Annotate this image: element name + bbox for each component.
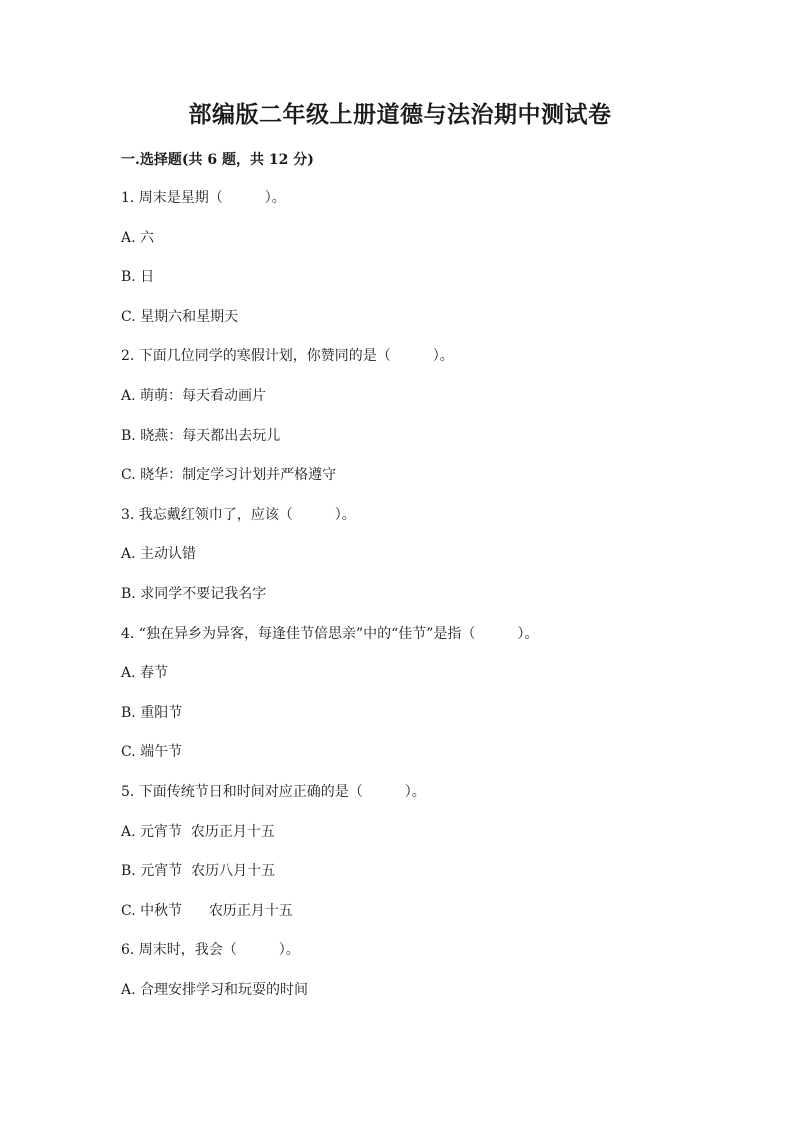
question-option: B. 日: [121, 269, 155, 285]
question-stem: 5. 下面传统节日和时间对应正确的是（ ）。: [121, 784, 426, 800]
question-stem: 6. 周末时，我会（ ）。: [121, 942, 300, 958]
section-heading: 一.选择题(共 6 题，共 12 分): [121, 152, 314, 168]
page-title: 部编版二年级上册道德与法治期中测试卷: [188, 101, 612, 128]
question-option: B. 求同学不要记我名字: [121, 586, 267, 602]
question-option: A. 萌萌：每天看动画片: [121, 388, 267, 404]
question-option: B. 晓燕：每天都出去玩儿: [121, 428, 281, 444]
question-option: C. 端午节: [121, 744, 183, 760]
question-stem: 4. “独在异乡为异客，每逢佳节倍思亲”中的“佳节”是指（ ）。: [121, 626, 539, 642]
question-option: A. 主动认错: [121, 546, 197, 562]
question-option: A. 六: [121, 230, 155, 246]
question-option: C. 中秋节 农历正月十五: [121, 903, 293, 919]
question-option: C. 晓华：制定学习计划并严格遵守: [121, 467, 337, 483]
question-stem: 3. 我忘戴红领巾了，应该（ ）。: [121, 507, 356, 523]
question-option: A. 春节: [121, 665, 169, 681]
question-option: C. 星期六和星期天: [121, 309, 239, 325]
question-option: B. 重阳节: [121, 705, 183, 721]
question-option: B. 元宵节 农历八月十五: [121, 863, 276, 879]
question-stem: 1. 周末是星期（ ）。: [121, 190, 286, 206]
question-option: A. 元宵节 农历正月十五: [121, 824, 275, 840]
question-stem: 2. 下面几位同学的寒假计划，你赞同的是（ ）。: [121, 348, 454, 364]
question-option: A. 合理安排学习和玩耍的时间: [121, 982, 309, 998]
